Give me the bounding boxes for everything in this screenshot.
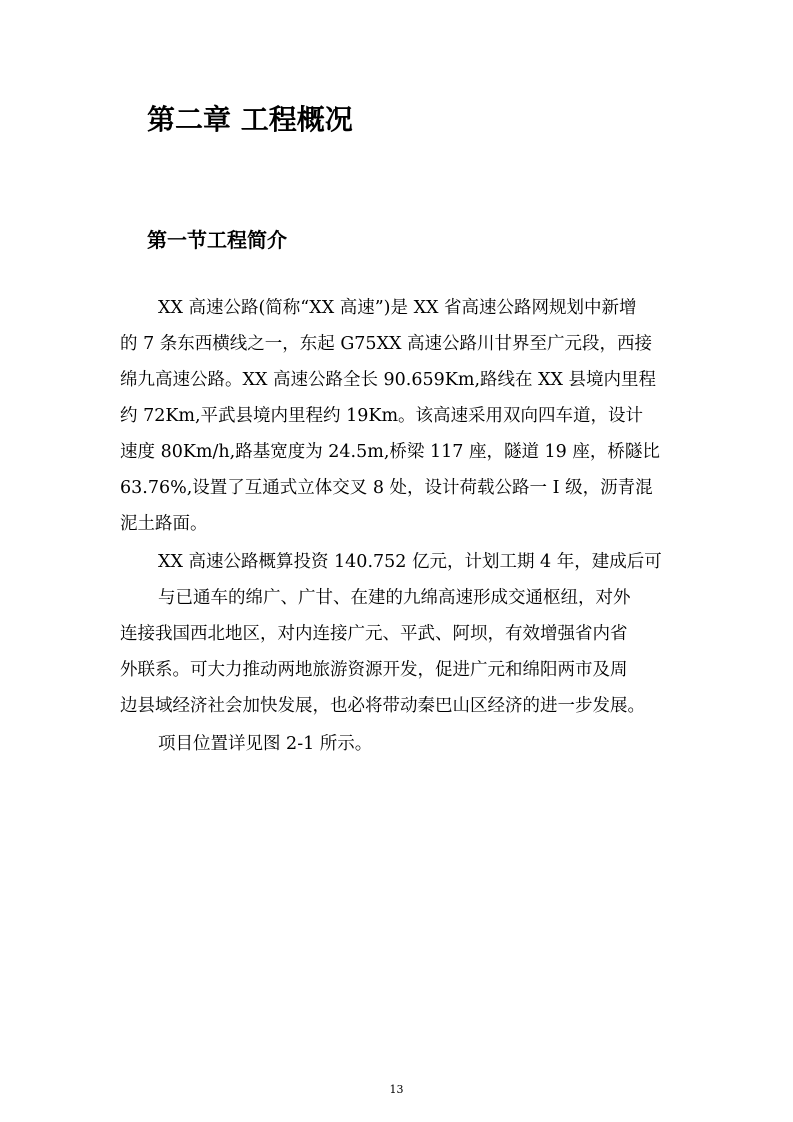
paragraph-line: 约 72Km,平武县境内里程约 19Km。该高速采用双向四车道，设计 xyxy=(120,406,644,426)
section-title: 第一节工程简介 xyxy=(147,228,287,252)
paragraph-line: XX 高速公路(简称“XX 高速”)是 XX 省高速公路网规划中新增 xyxy=(158,298,637,318)
paragraph-line: 绵九高速公路。XX 高速公路全长 90.659Km,路线在 XX 县境内里程 xyxy=(120,370,657,390)
page-number: 13 xyxy=(389,1083,404,1096)
paragraph-line: 项目位置详见图 2-1 所示。 xyxy=(158,734,373,754)
paragraph-line: XX 高速公路概算投资 140.752 亿元，计划工期 4 年，建成后可 xyxy=(158,552,662,572)
paragraph-line: 边县域经济社会加快发展，也必将带动秦巴山区经济的进一步发展。 xyxy=(120,696,645,716)
paragraph-line: 与已通车的绵广、广甘、在建的九绵高速形成交通枢纽，对外 xyxy=(158,588,631,608)
paragraph-line: 速度 80Km/h,路基宽度为 24.5m,桥梁 117 座，隧道 19 座，桥隧比 xyxy=(120,442,660,462)
chapter-title: 第二章 工程概况 xyxy=(147,103,353,136)
paragraph-line: 外联系。可大力推动两地旅游资源开发，促进广元和绵阳两市及周 xyxy=(120,660,628,680)
paragraph-line: 连接我国西北地区，对内连接广元、平武、阿坝，有效增强省内省 xyxy=(120,624,628,644)
paragraph-line: 泥土路面。 xyxy=(120,514,208,534)
paragraph-line: 的 7 条东西横线之一，东起 G75XX 高速公路川甘界至广元段，西接 xyxy=(120,334,653,354)
paragraph-line: 63.76%,设置了互通式立体交叉 8 处，设计荷载公路一 I 级，沥青混 xyxy=(120,478,653,498)
